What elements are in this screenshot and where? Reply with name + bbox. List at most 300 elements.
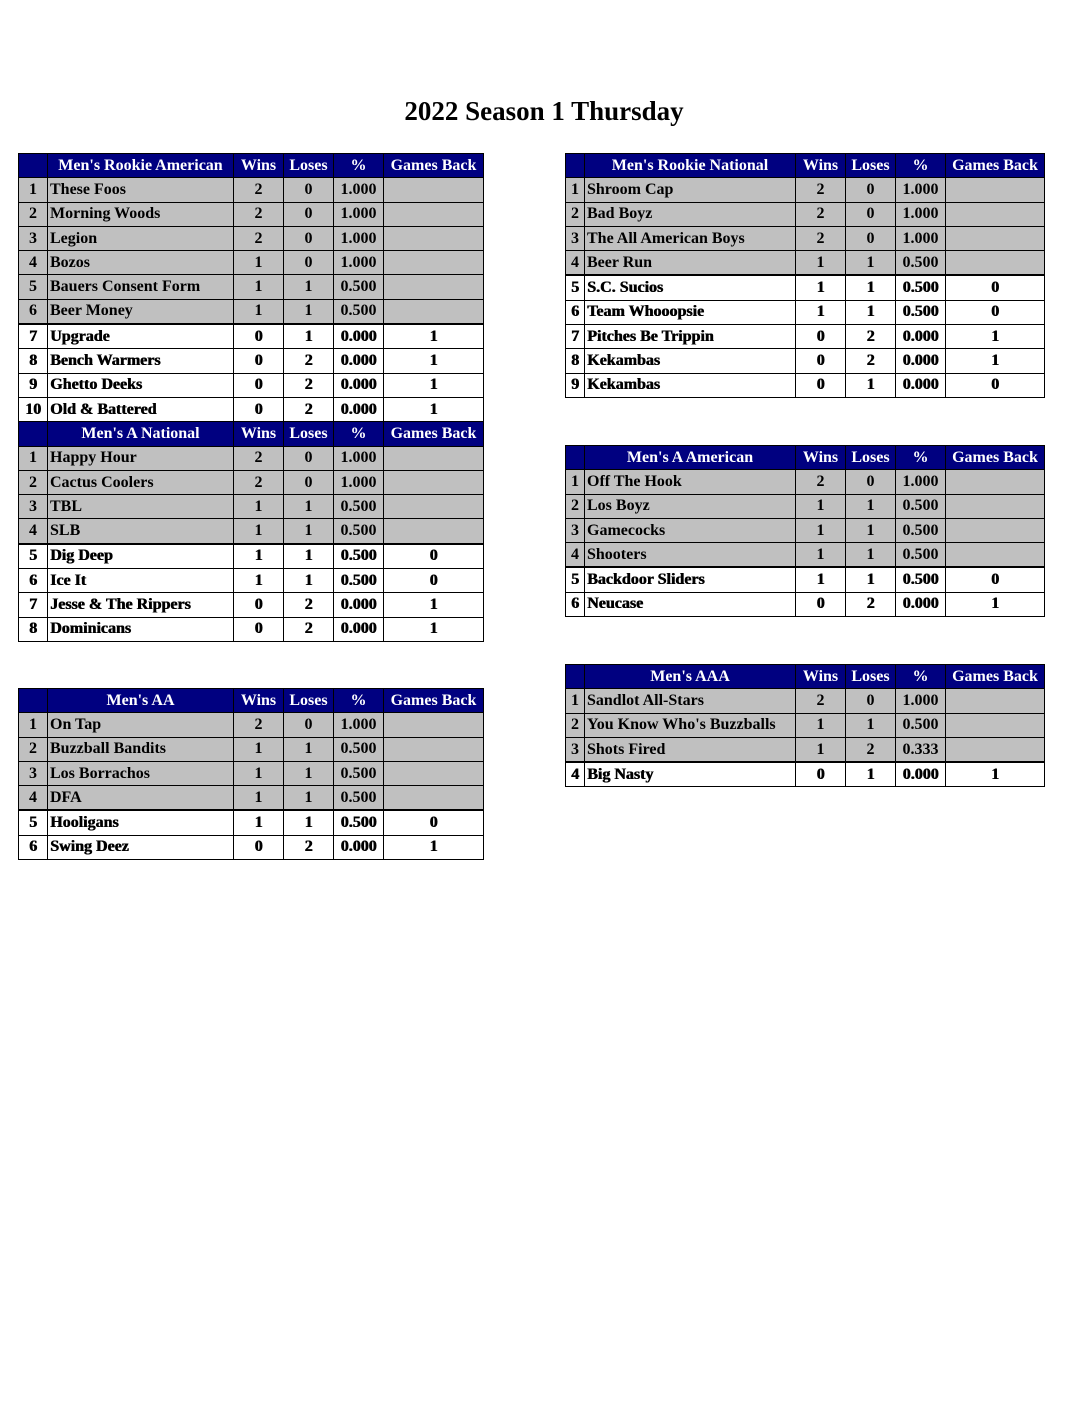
games-back-cell: 1 xyxy=(946,762,1045,787)
standings-row xyxy=(19,470,484,494)
pct-cell: 0.500 xyxy=(896,543,946,568)
rank-cell: 3 xyxy=(566,226,585,250)
games-back-cell xyxy=(384,251,484,275)
column-header-games-back: Games Back xyxy=(384,422,484,446)
pct-cell: 0.500 xyxy=(334,761,384,785)
team-name-cell: Bauers Consent Form xyxy=(48,275,234,299)
wins-cell: 2 xyxy=(234,226,284,250)
pct-cell: 0.500 xyxy=(896,567,946,592)
team-name-cell: The All American Boys xyxy=(585,226,796,250)
team-name-cell: Buzzball Bandits xyxy=(48,737,234,761)
rank-cell: 1 xyxy=(566,178,585,202)
team-name-cell: Morning Woods xyxy=(48,202,234,226)
column-header-games-back: Games Back xyxy=(384,689,484,713)
loses-cell: 0 xyxy=(284,446,334,470)
standings-row xyxy=(19,519,484,544)
division-header-row xyxy=(566,154,1045,178)
team-name-cell: Bad Boyz xyxy=(585,202,796,226)
standings-row xyxy=(566,518,1045,542)
standings-row xyxy=(19,349,484,373)
games-back-cell xyxy=(384,226,484,250)
wins-cell: 1 xyxy=(234,299,284,324)
wins-cell: 1 xyxy=(796,713,846,737)
rank-cell: 7 xyxy=(19,324,48,349)
loses-cell: 0 xyxy=(846,178,896,202)
standings-table-rookie-american-a-national xyxy=(18,153,484,642)
games-back-cell: 1 xyxy=(384,617,484,641)
standings-row xyxy=(566,325,1045,349)
loses-cell: 0 xyxy=(284,251,334,275)
wins-cell: 1 xyxy=(796,518,846,542)
standings-row xyxy=(566,713,1045,737)
team-name-cell: Shots Fired xyxy=(585,737,796,762)
rank-cell: 8 xyxy=(566,349,585,373)
rank-cell: 4 xyxy=(566,543,585,568)
games-back-cell xyxy=(946,494,1045,518)
pct-cell: 0.000 xyxy=(334,324,384,349)
team-name-cell: Swing Deez xyxy=(48,835,234,859)
standings-row xyxy=(19,737,484,761)
pct-cell: 0.000 xyxy=(896,592,946,616)
rank-cell: 3 xyxy=(19,761,48,785)
column-header-loses: Loses xyxy=(846,446,896,470)
games-back-cell xyxy=(384,299,484,324)
wins-cell: 1 xyxy=(796,543,846,568)
division-header-row xyxy=(19,422,484,446)
pct-cell: 1.000 xyxy=(334,226,384,250)
rank-cell: 6 xyxy=(19,569,48,593)
page-title: 2022 Season 1 Thursday xyxy=(404,96,684,126)
division-name: Men's AAA xyxy=(585,665,796,689)
games-back-cell: 1 xyxy=(384,324,484,349)
standings-table-rookie-national xyxy=(565,153,1045,398)
column-header-wins: Wins xyxy=(234,154,284,178)
games-back-cell: 0 xyxy=(946,300,1045,324)
pct-cell: 1.000 xyxy=(334,446,384,470)
games-back-cell xyxy=(384,178,484,202)
rank-cell: 3 xyxy=(19,495,48,519)
rank-cell: 5 xyxy=(19,275,48,299)
wins-cell: 1 xyxy=(796,567,846,592)
loses-cell: 2 xyxy=(846,737,896,762)
team-name-cell: Off The Hook xyxy=(585,470,796,494)
loses-cell: 1 xyxy=(284,299,334,324)
division-name: Men's AA xyxy=(48,689,234,713)
rank-cell: 7 xyxy=(19,593,48,617)
wins-cell: 1 xyxy=(234,251,284,275)
standings-row xyxy=(19,593,484,617)
games-back-cell: 1 xyxy=(384,593,484,617)
loses-cell: 1 xyxy=(846,567,896,592)
wins-cell: 2 xyxy=(234,202,284,226)
pct-cell: 0.500 xyxy=(334,737,384,761)
games-back-cell: 1 xyxy=(384,397,484,421)
loses-cell: 1 xyxy=(284,544,334,569)
wins-cell: 2 xyxy=(234,470,284,494)
division-name: Men's A American xyxy=(585,446,796,470)
standings-table-a-american xyxy=(565,445,1045,617)
division-header-row xyxy=(566,665,1045,689)
wins-cell: 0 xyxy=(234,835,284,859)
rank-cell: 2 xyxy=(19,737,48,761)
team-name-cell: On Tap xyxy=(48,713,234,737)
pct-cell: 0.500 xyxy=(334,569,384,593)
loses-cell: 1 xyxy=(284,519,334,544)
wins-cell: 1 xyxy=(796,251,846,276)
games-back-cell: 1 xyxy=(946,325,1045,349)
pct-cell: 1.000 xyxy=(896,470,946,494)
games-back-cell xyxy=(946,737,1045,762)
team-name-cell: Upgrade xyxy=(48,324,234,349)
rank-cell: 1 xyxy=(19,713,48,737)
team-name-cell: Shooters xyxy=(585,543,796,568)
team-name-cell: Kekambas xyxy=(585,349,796,373)
games-back-cell: 1 xyxy=(946,349,1045,373)
wins-cell: 1 xyxy=(234,761,284,785)
pct-cell: 0.500 xyxy=(334,544,384,569)
pct-cell: 0.000 xyxy=(896,762,946,787)
loses-cell: 2 xyxy=(284,373,334,397)
pct-cell: 1.000 xyxy=(896,178,946,202)
team-name-cell: Ice It xyxy=(48,569,234,593)
team-name-cell: Backdoor Sliders xyxy=(585,567,796,592)
games-back-cell xyxy=(946,543,1045,568)
rank-cell: 2 xyxy=(566,202,585,226)
column-header-pct: % xyxy=(334,689,384,713)
rank-cell: 5 xyxy=(566,275,585,300)
team-name-cell: You Know Who's Buzzballs xyxy=(585,713,796,737)
standings-row xyxy=(19,810,484,835)
header-blank-cell xyxy=(566,446,585,470)
pct-cell: 0.500 xyxy=(896,275,946,300)
standings-row xyxy=(566,470,1045,494)
games-back-cell xyxy=(384,761,484,785)
loses-cell: 1 xyxy=(284,324,334,349)
column-header-wins: Wins xyxy=(796,446,846,470)
wins-cell: 2 xyxy=(796,202,846,226)
column-header-loses: Loses xyxy=(846,154,896,178)
loses-cell: 1 xyxy=(284,569,334,593)
pct-cell: 1.000 xyxy=(896,226,946,250)
team-name-cell: Sandlot All-Stars xyxy=(585,689,796,713)
column-header-wins: Wins xyxy=(796,154,846,178)
team-name-cell: TBL xyxy=(48,495,234,519)
standings-row xyxy=(566,567,1045,592)
team-name-cell: Bozos xyxy=(48,251,234,275)
games-back-cell xyxy=(946,689,1045,713)
rank-cell: 9 xyxy=(566,373,585,397)
loses-cell: 1 xyxy=(846,275,896,300)
team-name-cell: Big Nasty xyxy=(585,762,796,787)
pct-cell: 0.000 xyxy=(334,835,384,859)
loses-cell: 0 xyxy=(284,226,334,250)
column-header-games-back: Games Back xyxy=(946,446,1045,470)
header-blank-cell xyxy=(566,154,585,178)
team-name-cell: Bench Warmers xyxy=(48,349,234,373)
pct-cell: 1.000 xyxy=(334,470,384,494)
wins-cell: 1 xyxy=(234,544,284,569)
team-name-cell: Happy Hour xyxy=(48,446,234,470)
standings-row xyxy=(19,275,484,299)
column-header-wins: Wins xyxy=(234,422,284,446)
wins-cell: 2 xyxy=(796,689,846,713)
loses-cell: 0 xyxy=(846,689,896,713)
rank-cell: 5 xyxy=(566,567,585,592)
team-name-cell: Gamecocks xyxy=(585,518,796,542)
rank-cell: 5 xyxy=(19,810,48,835)
rank-cell: 6 xyxy=(19,299,48,324)
loses-cell: 1 xyxy=(846,300,896,324)
standings-row xyxy=(19,324,484,349)
rank-cell: 6 xyxy=(19,835,48,859)
standings-row xyxy=(19,495,484,519)
games-back-cell xyxy=(384,519,484,544)
standings-row xyxy=(566,251,1045,276)
team-name-cell: Cactus Coolers xyxy=(48,470,234,494)
pct-cell: 1.000 xyxy=(334,251,384,275)
loses-cell: 0 xyxy=(846,202,896,226)
loses-cell: 0 xyxy=(846,470,896,494)
loses-cell: 1 xyxy=(284,761,334,785)
wins-cell: 0 xyxy=(796,349,846,373)
rank-cell: 4 xyxy=(19,251,48,275)
games-back-cell: 0 xyxy=(384,569,484,593)
division-name: Men's A National xyxy=(48,422,234,446)
standings-row xyxy=(566,226,1045,250)
standings-row xyxy=(566,373,1045,397)
pct-cell: 0.500 xyxy=(896,251,946,276)
team-name-cell: Hooligans xyxy=(48,810,234,835)
division-header-row xyxy=(19,689,484,713)
wins-cell: 2 xyxy=(796,470,846,494)
team-name-cell: Ghetto Deeks xyxy=(48,373,234,397)
wins-cell: 2 xyxy=(796,178,846,202)
games-back-cell xyxy=(946,226,1045,250)
wins-cell: 2 xyxy=(796,226,846,250)
wins-cell: 1 xyxy=(234,495,284,519)
team-name-cell: Los Borrachos xyxy=(48,761,234,785)
standings-row xyxy=(19,397,484,421)
loses-cell: 0 xyxy=(284,202,334,226)
standings-row xyxy=(566,592,1045,616)
games-back-cell: 1 xyxy=(384,373,484,397)
loses-cell: 2 xyxy=(284,349,334,373)
wins-cell: 1 xyxy=(234,275,284,299)
wins-cell: 1 xyxy=(796,737,846,762)
standings-table-aa xyxy=(18,688,484,860)
games-back-cell xyxy=(384,495,484,519)
team-name-cell: Neucase xyxy=(585,592,796,616)
games-back-cell: 0 xyxy=(946,373,1045,397)
rank-cell: 4 xyxy=(19,786,48,811)
wins-cell: 0 xyxy=(796,592,846,616)
pct-cell: 0.000 xyxy=(334,593,384,617)
team-name-cell: Legion xyxy=(48,226,234,250)
pct-cell: 0.000 xyxy=(896,349,946,373)
pct-cell: 0.000 xyxy=(896,373,946,397)
standings-row xyxy=(566,178,1045,202)
header-blank-cell xyxy=(566,665,585,689)
standings-row xyxy=(19,786,484,811)
games-back-cell: 1 xyxy=(384,349,484,373)
pct-cell: 0.333 xyxy=(896,737,946,762)
column-header-loses: Loses xyxy=(284,422,334,446)
games-back-cell: 0 xyxy=(384,544,484,569)
standings-row xyxy=(19,202,484,226)
column-header-loses: Loses xyxy=(284,154,334,178)
loses-cell: 1 xyxy=(846,543,896,568)
wins-cell: 0 xyxy=(796,762,846,787)
pct-cell: 0.000 xyxy=(896,325,946,349)
loses-cell: 1 xyxy=(846,762,896,787)
loses-cell: 1 xyxy=(846,518,896,542)
standings-row xyxy=(19,835,484,859)
pct-cell: 0.500 xyxy=(896,300,946,324)
loses-cell: 1 xyxy=(846,494,896,518)
standings-row xyxy=(19,226,484,250)
wins-cell: 1 xyxy=(234,810,284,835)
pct-cell: 1.000 xyxy=(896,202,946,226)
loses-cell: 0 xyxy=(284,470,334,494)
rank-cell: 3 xyxy=(19,226,48,250)
standings-row xyxy=(19,178,484,202)
loses-cell: 1 xyxy=(846,373,896,397)
standings-row xyxy=(566,689,1045,713)
wins-cell: 0 xyxy=(234,617,284,641)
rank-cell: 2 xyxy=(19,202,48,226)
wins-cell: 2 xyxy=(234,713,284,737)
standings-row xyxy=(19,251,484,275)
loses-cell: 1 xyxy=(284,495,334,519)
column-header-games-back: Games Back xyxy=(384,154,484,178)
games-back-cell: 1 xyxy=(946,592,1045,616)
pct-cell: 1.000 xyxy=(334,178,384,202)
rank-cell: 6 xyxy=(566,592,585,616)
rank-cell: 8 xyxy=(19,617,48,641)
loses-cell: 1 xyxy=(284,810,334,835)
column-header-wins: Wins xyxy=(234,689,284,713)
games-back-cell xyxy=(384,737,484,761)
standings-row xyxy=(566,762,1045,787)
loses-cell: 0 xyxy=(284,713,334,737)
column-header-pct: % xyxy=(896,154,946,178)
standings-row xyxy=(566,494,1045,518)
loses-cell: 0 xyxy=(846,226,896,250)
team-name-cell: Shroom Cap xyxy=(585,178,796,202)
games-back-cell xyxy=(384,470,484,494)
team-name-cell: Kekambas xyxy=(585,373,796,397)
loses-cell: 2 xyxy=(284,835,334,859)
rank-cell: 1 xyxy=(19,446,48,470)
rank-cell: 2 xyxy=(19,470,48,494)
wins-cell: 1 xyxy=(796,275,846,300)
rank-cell: 6 xyxy=(566,300,585,324)
standings-row xyxy=(566,349,1045,373)
header-blank-cell xyxy=(19,689,48,713)
pct-cell: 0.500 xyxy=(896,494,946,518)
pct-cell: 0.500 xyxy=(334,519,384,544)
games-back-cell xyxy=(946,518,1045,542)
games-back-cell xyxy=(946,178,1045,202)
standings-row xyxy=(566,300,1045,324)
wins-cell: 0 xyxy=(796,373,846,397)
division-header-row xyxy=(566,446,1045,470)
games-back-cell xyxy=(946,470,1045,494)
wins-cell: 0 xyxy=(234,324,284,349)
team-name-cell: Beer Run xyxy=(585,251,796,276)
loses-cell: 2 xyxy=(284,593,334,617)
header-blank-cell xyxy=(19,422,48,446)
team-name-cell: SLB xyxy=(48,519,234,544)
pct-cell: 1.000 xyxy=(334,713,384,737)
rank-cell: 1 xyxy=(566,689,585,713)
pct-cell: 0.500 xyxy=(896,518,946,542)
rank-cell: 1 xyxy=(566,470,585,494)
team-name-cell: DFA xyxy=(48,786,234,811)
rank-cell: 4 xyxy=(19,519,48,544)
wins-cell: 2 xyxy=(234,446,284,470)
wins-cell: 0 xyxy=(234,397,284,421)
standings-row xyxy=(19,446,484,470)
standings-row xyxy=(19,373,484,397)
games-back-cell: 1 xyxy=(384,835,484,859)
rank-cell: 3 xyxy=(566,737,585,762)
games-back-cell: 0 xyxy=(384,810,484,835)
rank-cell: 4 xyxy=(566,762,585,787)
team-name-cell: These Foos xyxy=(48,178,234,202)
pct-cell: 0.500 xyxy=(334,299,384,324)
loses-cell: 1 xyxy=(284,275,334,299)
loses-cell: 1 xyxy=(284,786,334,811)
team-name-cell: Old & Battered xyxy=(48,397,234,421)
games-back-cell: 0 xyxy=(946,275,1045,300)
standings-row xyxy=(19,617,484,641)
team-name-cell: Los Boyz xyxy=(585,494,796,518)
games-back-cell xyxy=(384,202,484,226)
loses-cell: 2 xyxy=(846,325,896,349)
pct-cell: 0.000 xyxy=(334,349,384,373)
column-header-loses: Loses xyxy=(846,665,896,689)
column-header-pct: % xyxy=(334,422,384,446)
pct-cell: 0.500 xyxy=(334,786,384,811)
standings-row xyxy=(566,202,1045,226)
team-name-cell: Beer Money xyxy=(48,299,234,324)
games-back-cell xyxy=(384,786,484,811)
games-back-cell xyxy=(946,202,1045,226)
wins-cell: 0 xyxy=(234,593,284,617)
division-header-row xyxy=(19,154,484,178)
pct-cell: 0.500 xyxy=(334,810,384,835)
rank-cell: 10 xyxy=(19,397,48,421)
team-name-cell: Pitches Be Trippin xyxy=(585,325,796,349)
pct-cell: 0.000 xyxy=(334,373,384,397)
pct-cell: 0.000 xyxy=(334,397,384,421)
loses-cell: 1 xyxy=(846,713,896,737)
wins-cell: 2 xyxy=(234,178,284,202)
column-header-loses: Loses xyxy=(284,689,334,713)
rank-cell: 9 xyxy=(19,373,48,397)
standings-row xyxy=(566,543,1045,568)
rank-cell: 5 xyxy=(19,544,48,569)
games-back-cell xyxy=(946,251,1045,276)
games-back-cell xyxy=(384,713,484,737)
division-name: Men's Rookie American xyxy=(48,154,234,178)
column-header-pct: % xyxy=(334,154,384,178)
pct-cell: 1.000 xyxy=(334,202,384,226)
standings-row xyxy=(566,275,1045,300)
column-header-games-back: Games Back xyxy=(946,665,1045,689)
loses-cell: 2 xyxy=(284,617,334,641)
